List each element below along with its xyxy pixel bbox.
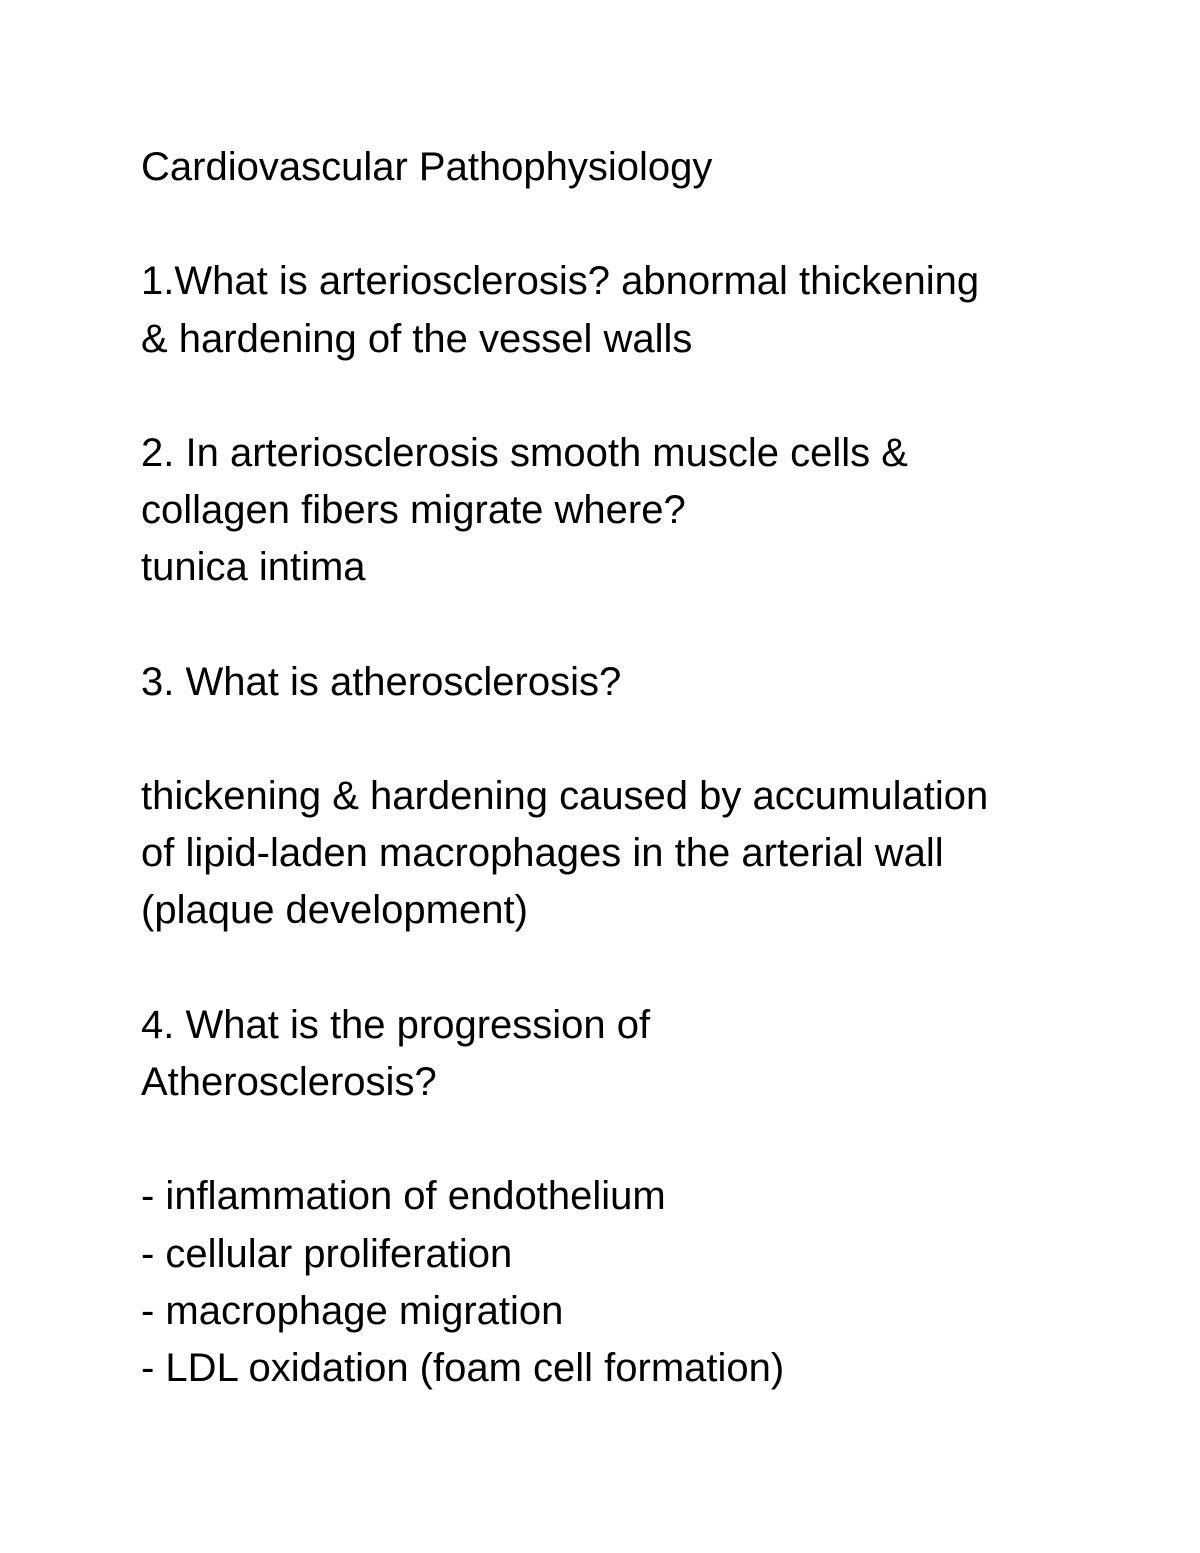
spacer [141, 940, 1141, 997]
spacer [141, 1111, 1141, 1168]
q3-answer-line-2: of lipid-laden macrophages in the arterial wall [141, 831, 944, 876]
q3-question: 3. What is atherosclerosis? [141, 659, 622, 704]
q2-line-1: 2. In arteriosclerosis smooth muscle cells & [141, 430, 908, 475]
q3-answer-line-1: thickening & hardening caused by accumulation [141, 774, 989, 819]
q2-line-2: collagen fibers migrate where? [141, 488, 686, 533]
q4-list-item: - inflammation of endothelium [141, 1174, 666, 1219]
q4-list-item: - cellular proliferation [141, 1231, 513, 1276]
q2-answer: tunica intima [141, 545, 366, 590]
q4-line-2: Atherosclerosis? [141, 1060, 437, 1104]
q4-line-1: 4. What is the progression of [141, 1002, 651, 1047]
spacer [141, 711, 1141, 768]
spacer [141, 597, 1141, 654]
q3-answer-line-3: (plaque development) [141, 888, 528, 933]
spacer [141, 196, 1141, 253]
q4-list-item: - macrophage migration [141, 1288, 564, 1333]
spacer [141, 368, 1141, 425]
q1-line-2: & hardening of the vessel walls [141, 316, 693, 361]
q1-line-1: 1.What is arteriosclerosis? abnormal thickening [141, 259, 980, 304]
q4-list-item: - LDL oxidation (foam cell formation) [141, 1345, 785, 1390]
document-body [141, 139, 1141, 1397]
document-title: Cardiovascular Pathophysiology [141, 145, 713, 189]
